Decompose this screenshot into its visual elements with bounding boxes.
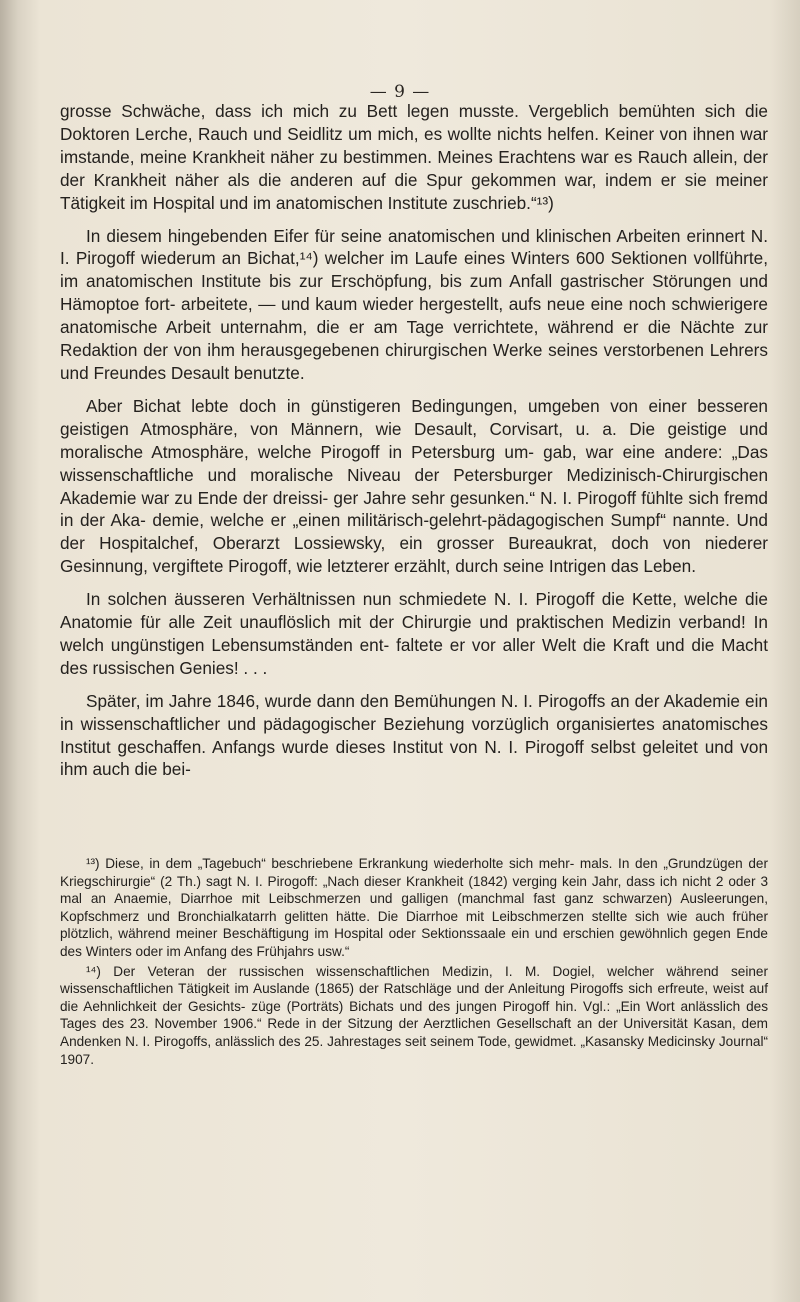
footnote: ¹³) Diese, in dem „Tagebuch“ beschriebene Erkrankung wiederholte sich mehr- mals. In den „Grundzügen der Kriegschirurgie“ (2 Th.) sagt N. I. Pirogoff: „Nach dieser Krankheit (1842) verging kein Jahr, dass ich nicht 2 oder 3 mal an Anaemie, Diarrhoe mit Leibschmerzen und galligen (manchmal fast ganz schwarzen) Ausleerungen, Kopfschmerz und Bronchialkatarrh gelitten hätte. Die Diarrhoe mit Leibschmerzen stellte sich wie auch früher plötzlich, während meiner Beschäftigung im Hospital oder Sektionssaale ein und erschien gewöhnlich gegen Ende des Winters oder im Anfang des Frühjahrs usw.“ [60, 856, 768, 959]
page-number: — 9 — [369, 82, 431, 102]
footnotes [60, 855, 768, 1068]
footnote: ¹⁴) Der Veteran der russischen wissenschaftlichen Medizin, I. M. Dogiel, welcher während seiner wissenschaftlichen Tätigkeit im Auslande (1865) der Ratschläge und der Anleitung Pirogoffs sich erfreute, weist auf die Aehnlichkeit der Gesichts- züge (Porträts) Bichats und des jungen Pirogoff hin. Vgl.: „Ein Wort anlässlich des Tages des 23. November 1906.“ Rede in der Sitzung der Aerztlichen Gesellschaft an der Universität Kasan, dem Andenken N. I. Pirogoffs, anlässlich des 25. Jahrestages seit seinem Tode, gewidmet. „Kasansky Medicinsky Journal“ 1907. [60, 963, 768, 1067]
paragraph: In solchen äusseren Verhältnissen nun schmiedete N. I. Pirogoff die Kette, welche die Anatomie für alle Zeit unauflöslich mit der Chirurgie und praktischen Medizin verband! In welch ungünstigen Lebensumständen ent- faltete er vor aller Welt die Kraft und die Macht des russischen Genies! . . . [60, 589, 768, 678]
paragraph: Aber Bichat lebte doch in günstigeren Bedingungen, umgeben von einer besseren geistigen Atmosphäre, von Männern, wie Desault, Corvisart, u. a. Die geistige und moralische Atmosphäre, welche Pirogoff in Petersburg um- gab, war eine andere: „Das wissenschaftliche und moralische Niveau der Petersburger Medizinisch-Chirurgischen Akademie war zu Ende der dreissi- ger Jahre sehr gesunken.“ N. I. Pirogoff fühlte sich fremd in der Aka- demie, welche er „einen militärisch-gelehrt-pädagogischen Sumpf“ nannte. Und der Hospitalchef, Oberarzt Lossiewsky, ein grosser Bureaukrat, doch von niederer Gesinnung, vergiftete Pirogoff, wie letzterer erzählt, durch seine Intrigen das Leben. [60, 395, 768, 577]
main-text [60, 100, 768, 781]
paragraph: Später, im Jahre 1846, wurde dann den Bemühungen N. I. Pirogoffs an der Akademie ein in wissenschaftlicher und pädagogischer Beziehung vorzüglich organisiertes anatomisches Institut geschaffen. Anfangs wurde dieses Institut von N. I. Pirogoff selbst geleitet und von ihm auch die bei- [60, 690, 768, 780]
paragraph: In diesem hingebenden Eifer für seine anatomischen und klinischen Arbeiten erinnert N. I. Pirogoff wiederum an Bichat,¹⁴) welcher im Laufe eines Winters 600 Sektionen vollführte, im anatomischen Institute bis zur Erschöpfung, bis zum Anfall gastrischer Störungen und Hämoptoe fort- arbeitete, — und kaum wieder hergestellt, aufs neue eine noch schwierigere anatomische Arbeit unternahm, die er am Tage verrichtete, während er die Nächte zur Redaktion der von ihm herausgegebenen chirurgischen Werke seines verstorbenen Lehrers und Freundes Desault benutzte. [60, 225, 768, 383]
paragraph: grosse Schwäche, dass ich mich zu Bett legen musste. Vergeblich bemühten sich die Doktoren Lerche, Rauch und Seidlitz um mich, es wollte nichts helfen. Keiner von ihnen war imstande, meine Krankheit näher zu bestimmen. Meines Erachtens war es Rauch allein, der der Krankheit näher als die anderen auf die Spur gekommen war, indem er sie meiner Tätigkeit im Hospital und im anatomischen Institute zuschrieb.“¹³) [60, 101, 768, 213]
